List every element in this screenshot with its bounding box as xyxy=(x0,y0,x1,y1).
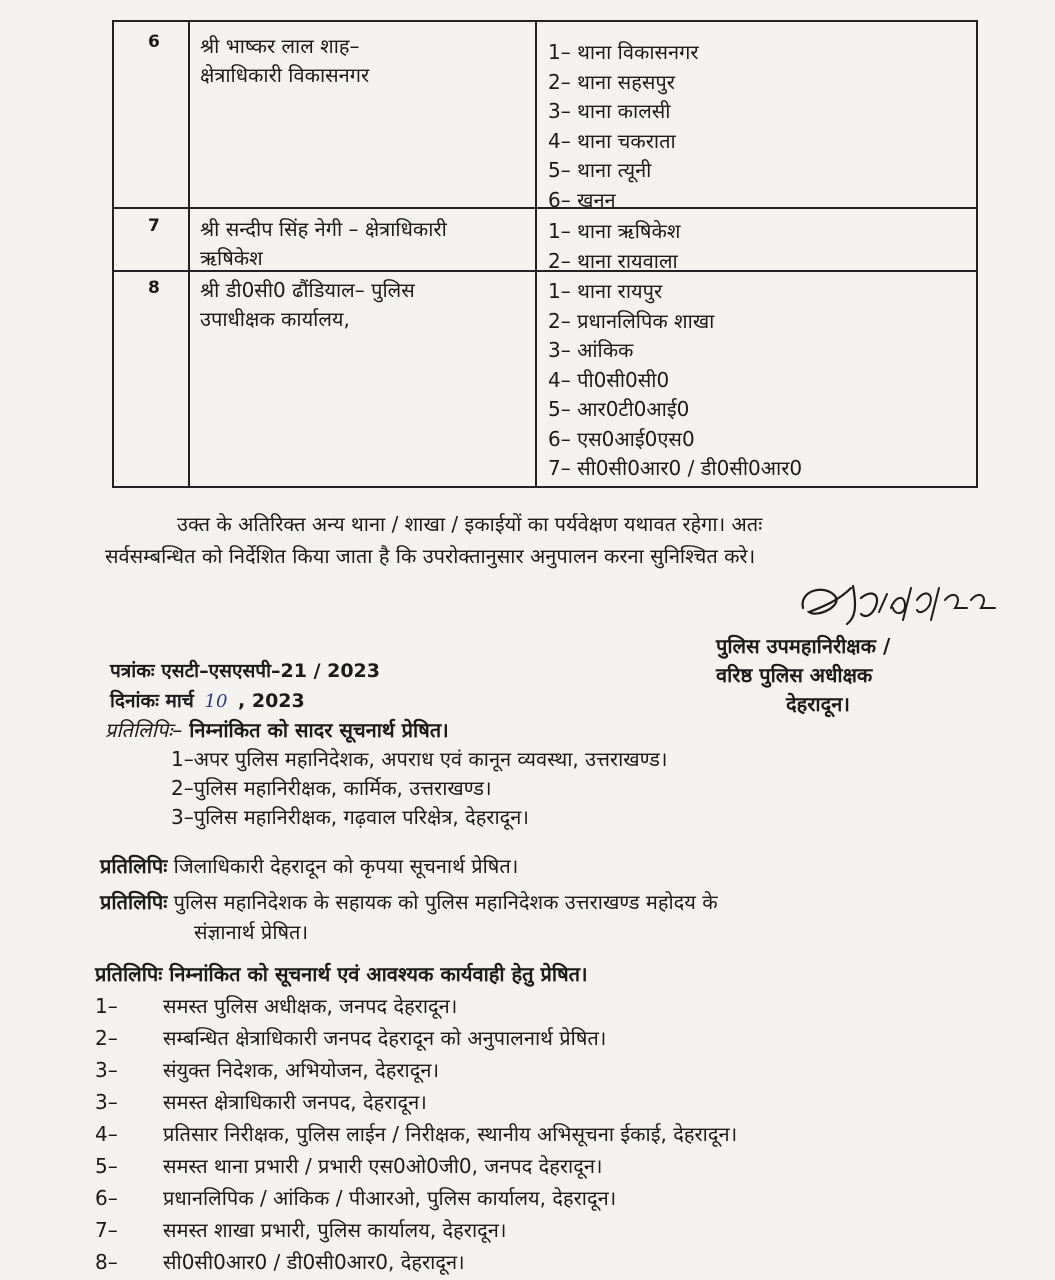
item-text: संयुक्त निदेशक, अभियोजन, देहरादून। xyxy=(163,1058,440,1082)
list-item xyxy=(95,1054,915,1086)
list-item xyxy=(95,1150,915,1182)
item-number: 3– xyxy=(95,1058,118,1082)
list-item xyxy=(95,1118,915,1150)
copy-row xyxy=(100,887,900,917)
item-number: 7– xyxy=(95,1218,118,1242)
signatory-line: देहरादून। xyxy=(786,692,850,716)
copy-label: प्रतिलिपिः– xyxy=(105,718,183,742)
item-text: समस्त थाना प्रभारी / प्रभारी एस0ओ0जी0, जनपद देहरादून। xyxy=(163,1154,603,1178)
officer-name-line: श्री सन्दीप सिंह नेगी – क्षेत्राधिकारी xyxy=(200,217,447,241)
item-number: 6– xyxy=(95,1186,118,1210)
table-divider xyxy=(535,22,537,486)
officer-name-line: ऋषिकेश xyxy=(200,246,263,270)
copy-list-1 xyxy=(105,716,667,832)
handwritten-signature xyxy=(795,578,1005,638)
list-item: 4– थाना चकराता xyxy=(548,128,676,153)
item-text: सम्बन्धित क्षेत्राधिकारी जनपद देहरादून को अनुपालनार्थ प्रेषित। xyxy=(163,1026,607,1050)
officer-name-line: उपाधीक्षक कार्यालय, xyxy=(200,307,350,331)
copy-label: प्रतिलिपिः xyxy=(100,890,168,914)
table-divider xyxy=(188,22,190,486)
item-number: 3– xyxy=(95,1090,118,1114)
list-item: 4– पी0सी0सी0 xyxy=(548,367,670,392)
item-text: समस्त क्षेत्राधिकारी जनपद, देहरादून। xyxy=(163,1090,427,1114)
item-number: 4– xyxy=(95,1122,118,1146)
list-item: 2– थाना सहसपुर xyxy=(548,69,675,94)
item-text: समस्त शाखा प्रभारी, पुलिस कार्यालय, देहरादून। xyxy=(163,1218,507,1242)
list-item: 2– प्रधानलिपिक शाखा xyxy=(548,308,715,333)
officer-name xyxy=(200,32,530,90)
row-serial: 8 xyxy=(148,278,160,298)
list-item: 1– थाना रायपुर xyxy=(548,279,663,303)
station-list xyxy=(548,217,978,276)
copy-list-3 xyxy=(95,958,915,1278)
station-list xyxy=(548,38,978,215)
item-text: समस्त पुलिस अधीक्षक, जनपद देहरादून। xyxy=(163,994,458,1018)
list-item: 1– थाना ऋषिकेश xyxy=(548,219,681,243)
item-number: 2– xyxy=(95,1026,118,1050)
item-text: प्रतिसार निरीक्षक, पुलिस लाईन / निरीक्षक, स्थानीय अभिसूचना ईकाई, देहरादून। xyxy=(163,1122,738,1146)
row-serial: 6 xyxy=(148,32,160,52)
list-item: 6– एस0आई0एस0 xyxy=(548,426,695,451)
list-item: 6– खनन xyxy=(548,187,616,212)
paragraph-line: उक्त के अतिरिक्त अन्य थाना / शाखा / इकाईयों का पर्यवेक्षण यथावत रहेगा। अतः xyxy=(177,512,763,536)
item-number: 8– xyxy=(95,1250,118,1274)
list-item: 3–पुलिस महानिरीक्षक, गढ़वाल परिक्षेत्र, देहरादून। xyxy=(171,805,529,829)
signatory-block xyxy=(716,632,890,719)
item-text: प्रधानलिपिक / आंकिक / पीआरओ, पुलिस कार्यालय, देहरादून। xyxy=(163,1186,617,1210)
copy-list-2 xyxy=(100,851,900,947)
reference-block xyxy=(110,656,380,717)
list-item: 5– आर0टी0आई0 xyxy=(548,397,690,421)
list-item: 3– आंकिक xyxy=(548,338,634,362)
copy-text: जिलाधिकारी देहरादून को कृपया सूचनार्थ प्रेषित। xyxy=(173,854,519,878)
assignment-table xyxy=(112,20,978,488)
letter-number: पत्रांकः एसटी–एसएसपी–21 / 2023 xyxy=(110,660,380,682)
item-number: 5– xyxy=(95,1154,118,1178)
signatory-line: पुलिस उपमहानिरीक्षक / xyxy=(716,634,891,658)
list-item xyxy=(95,1214,915,1246)
item-text: सी0सी0आर0 / डी0सी0आर0, देहरादून। xyxy=(163,1250,465,1274)
item-number: 1– xyxy=(95,994,118,1018)
paragraph-line: सर्वसम्बन्धित को निर्देशित किया जाता है कि उपरोक्तानुसार अनुपालन करना सुनिश्चित करे। xyxy=(105,544,756,568)
station-list xyxy=(548,277,978,484)
list-item xyxy=(95,990,915,1022)
row-serial: 7 xyxy=(148,216,160,236)
handwritten-day: 10 xyxy=(204,691,228,712)
instruction-paragraph xyxy=(105,508,935,572)
list-item: 3– थाना कालसी xyxy=(548,99,671,123)
copy-text: संज्ञानार्थ प्रेषित। xyxy=(194,920,309,944)
list-item xyxy=(95,1246,915,1278)
list-item: 2– थाना रायवाला xyxy=(548,248,678,273)
copy-heading xyxy=(105,716,667,745)
officer-name-line: क्षेत्राधिकारी विकासनगर xyxy=(200,63,370,87)
list-item xyxy=(95,1182,915,1214)
signatory-line: वरिष्ठ पुलिस अधीक्षक xyxy=(716,663,873,687)
date-year: , 2023 xyxy=(238,690,305,712)
copy-label: प्रतिलिपिः xyxy=(100,854,168,878)
officer-name-line: श्री डी0सी0 ढौंडियाल– पुलिस xyxy=(200,278,415,302)
date-label: दिनांकः मार्च xyxy=(110,690,194,712)
list-item: 1– थाना विकासनगर xyxy=(548,40,699,64)
copy-row xyxy=(100,851,900,881)
officer-name-line: श्री भाष्कर लाल शाह– xyxy=(200,34,360,58)
list-item: 7– सी0सी0आर0 / डी0सी0आर0 xyxy=(548,456,803,480)
letter-date xyxy=(110,686,380,717)
list-item: 5– थाना त्यूनी xyxy=(548,158,652,182)
list-item xyxy=(95,1086,915,1118)
list-item xyxy=(95,1022,915,1054)
copy-heading-text: निम्नांकित को सादर सूचनार्थ प्रेषित। xyxy=(189,718,449,742)
officer-name xyxy=(200,276,530,334)
copy-heading: प्रतिलिपिः निम्नांकित को सूचनार्थ एवं आवश्यक कार्यवाही हेतु प्रेषित। xyxy=(95,962,588,986)
officer-name xyxy=(200,215,530,273)
list-item: 2–पुलिस महानिरीक्षक, कार्मिक, उत्तराखण्ड। xyxy=(171,776,492,800)
copy-text: पुलिस महानिदेशक के सहायक को पुलिस महानिदेशक उत्तराखण्ड महोदय के xyxy=(173,890,718,914)
list-item: 1–अपर पुलिस महानिदेशक, अपराध एवं कानून व्यवस्था, उत्तराखण्ड। xyxy=(171,747,668,771)
